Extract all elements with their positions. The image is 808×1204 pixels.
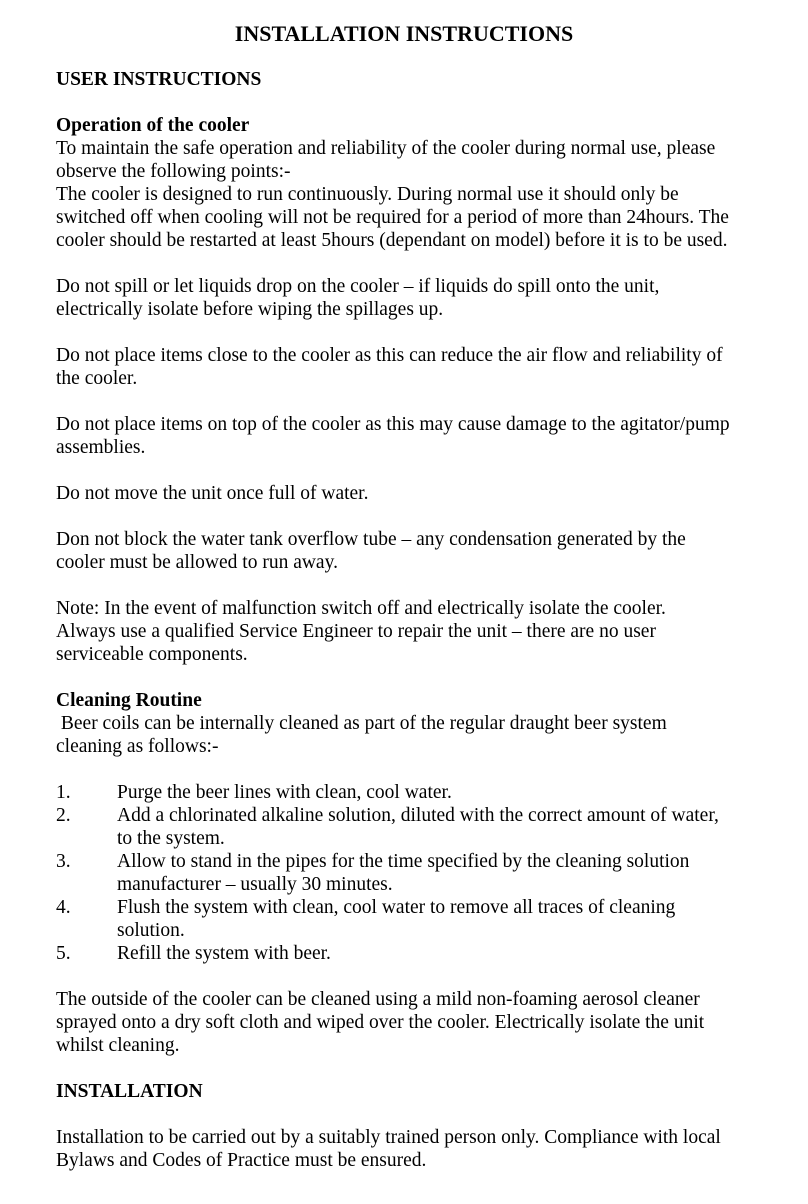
cleaning-step: [56, 804, 756, 850]
text-line: assemblies.: [56, 437, 146, 458]
text-line: Installation to be carried out by a suitably trained person only. Compliance with local: [56, 1127, 721, 1148]
text-line: switched off when cooling will not be required for a period of more than 24hours. The: [56, 207, 729, 228]
text-line: Beer coils can be internally cleaned as part of the regular draught beer system: [56, 713, 667, 734]
operation-paragraph: [56, 344, 756, 390]
text-line: observe the following points:-: [56, 161, 291, 182]
text-line: Bylaws and Codes of Practice must be ensured.: [56, 1150, 427, 1171]
cleaning-step: [56, 781, 756, 804]
text-line: The outside of the cooler can be cleaned using a mild non-foaming aerosol cleaner: [56, 989, 700, 1010]
text-line: manufacturer – usually 30 minutes.: [117, 874, 393, 895]
operation-paragraph: [56, 413, 756, 459]
text-line: Refill the system with beer.: [117, 943, 331, 964]
text-line: Do not place items close to the cooler as this can reduce the air flow and reliability of: [56, 345, 723, 366]
cleaning-outro: [56, 988, 756, 1057]
text-line: Allow to stand in the pipes for the time specified by the cleaning solution: [117, 851, 690, 872]
operation-paragraph: [56, 137, 756, 252]
cleaning-steps-list: [56, 781, 756, 965]
text-line: Note: In the event of malfunction switch off and electrically isolate the cooler.: [56, 598, 666, 619]
cleaning-step: [56, 850, 756, 896]
step-number: 3.: [56, 851, 71, 872]
text-line: Don not block the water tank overflow tube – any condensation generated by the: [56, 529, 686, 550]
text-line: To maintain the safe operation and reliability of the cooler during normal use, please: [56, 138, 716, 159]
user-instructions-heading: USER INSTRUCTIONS: [56, 69, 262, 90]
text-line: Do not place items on top of the cooler as this may cause damage to the agitator/pump: [56, 414, 730, 435]
text-line: Do not move the unit once full of water.: [56, 483, 369, 504]
operation-paragraphs: [56, 137, 756, 666]
text-line: cooler should be restarted at least 5hours (dependant on model) before it is to be used.: [56, 230, 728, 251]
operation-paragraph: [56, 528, 756, 574]
cleaning-step: [56, 896, 756, 942]
text-line: cleaning as follows:-: [56, 736, 219, 757]
text-line: cooler must be allowed to run away.: [56, 552, 338, 573]
text-line: solution.: [117, 920, 185, 941]
operation-paragraph: [56, 275, 756, 321]
cleaning-intro: [56, 712, 756, 758]
text-line: The cooler is designed to run continuously. During normal use it should only be: [56, 184, 679, 205]
installation-heading: INSTALLATION: [56, 1081, 203, 1102]
installation-text: [56, 1126, 756, 1172]
document-page: [56, 18, 756, 1172]
text-line: the cooler.: [56, 368, 138, 389]
text-line: whilst cleaning.: [56, 1035, 180, 1056]
text-line: Do not spill or let liquids drop on the cooler – if liquids do spill onto the unit,: [56, 276, 660, 297]
text-line: Always use a qualified Service Engineer to repair the unit – there are no user: [56, 621, 656, 642]
text-line: Flush the system with clean, cool water to remove all traces of cleaning: [117, 897, 676, 918]
text-line: Add a chlorinated alkaline solution, diluted with the correct amount of water,: [117, 805, 719, 826]
cleaning-heading: Cleaning Routine: [56, 690, 202, 711]
text-line: electrically isolate before wiping the spillages up.: [56, 299, 444, 320]
step-number: 5.: [56, 943, 71, 964]
step-number: 2.: [56, 805, 71, 826]
text-line: serviceable components.: [56, 644, 248, 665]
document-title: INSTALLATION INSTRUCTIONS: [234, 21, 574, 46]
operation-paragraph: [56, 482, 756, 505]
text-line: sprayed onto a dry soft cloth and wiped over the cooler. Electrically isolate the unit: [56, 1012, 705, 1033]
text-line: to the system.: [117, 828, 225, 849]
operation-paragraph: [56, 597, 756, 666]
operation-heading: Operation of the cooler: [56, 115, 250, 136]
step-number: 4.: [56, 897, 71, 918]
text-line: Purge the beer lines with clean, cool water.: [117, 782, 452, 803]
cleaning-step: [56, 942, 756, 965]
step-number: 1.: [56, 782, 71, 803]
